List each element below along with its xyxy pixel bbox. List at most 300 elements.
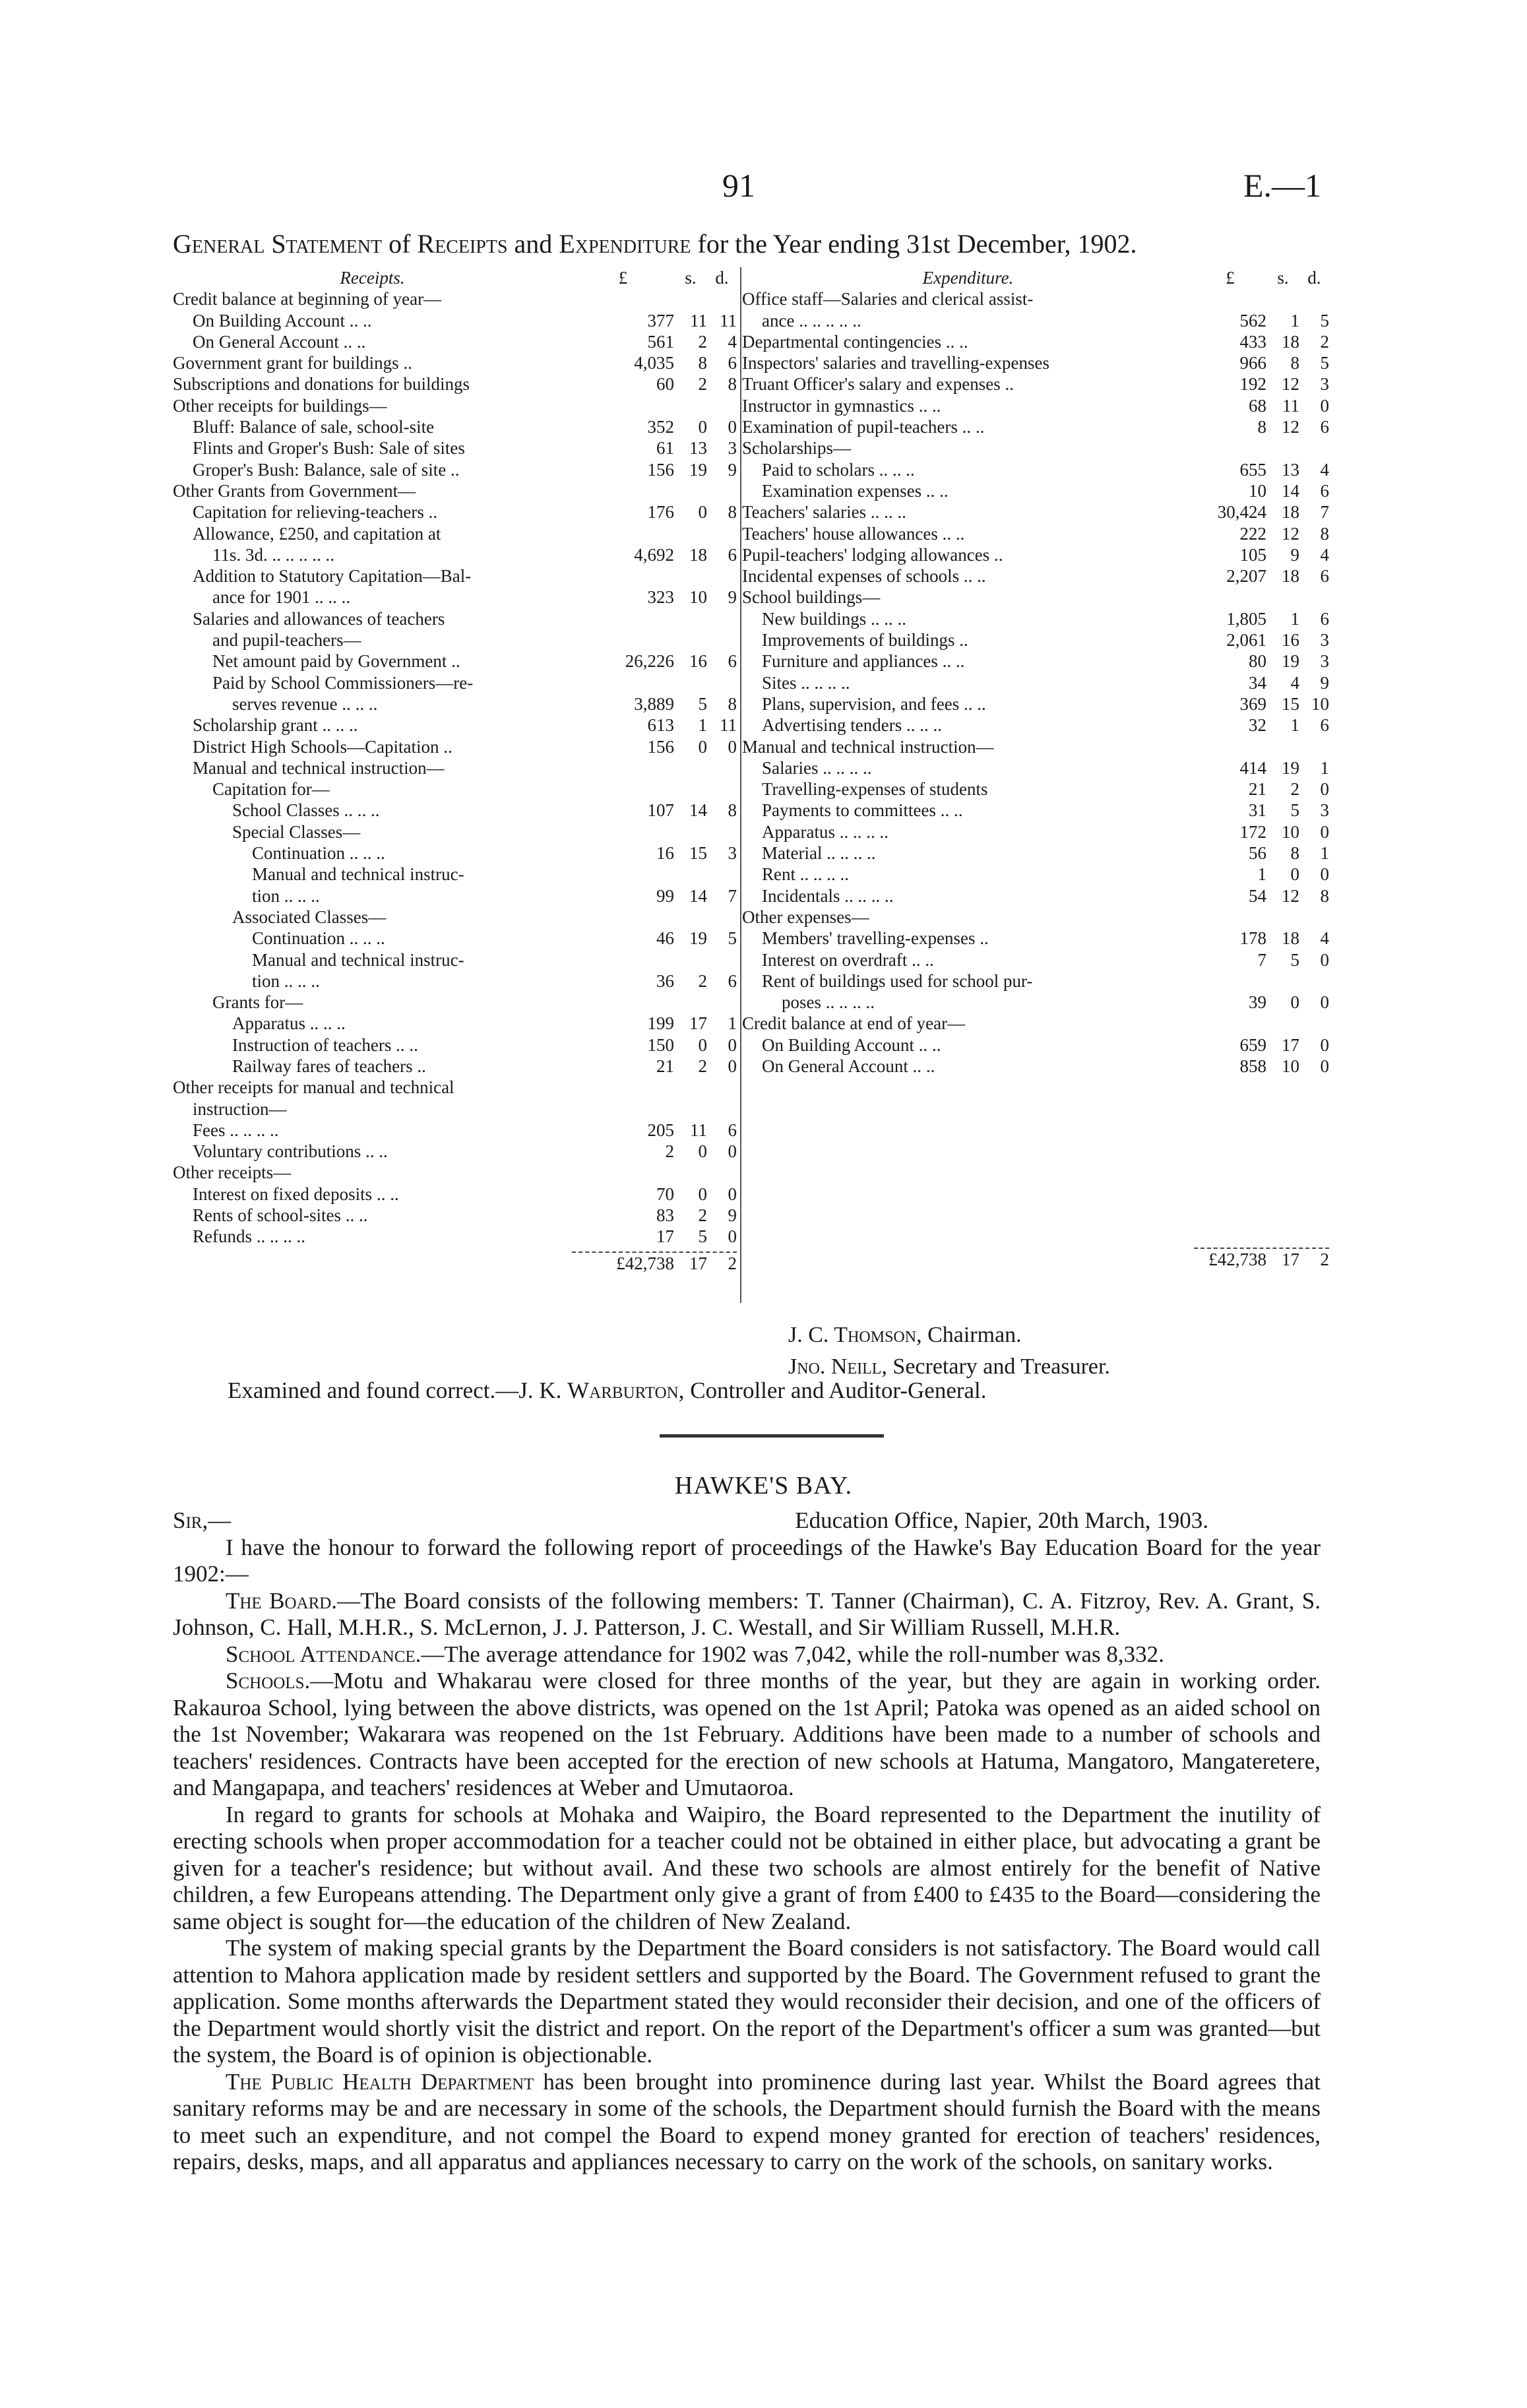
receipts-row-label: Voluntary contributions .. ..	[193, 1141, 388, 1162]
expenditure-row	[742, 288, 1329, 309]
expenditure-shillings-cell: 8	[1290, 353, 1299, 373]
expenditure-pounds-cell: 659	[1239, 1034, 1266, 1055]
receipts-shillings-cell	[674, 1162, 707, 1183]
receipts-pounds-cell	[572, 608, 674, 629]
expenditure-pence-cell	[1299, 906, 1329, 928]
expenditure-row	[742, 586, 1329, 608]
expenditure-row-label: Pupil-teachers' lodging allowances ..	[742, 544, 1003, 565]
receipts-pence-cell	[707, 395, 737, 416]
receipts-pounds-cell: 613	[647, 715, 674, 736]
expenditure-row-label: Travelling-expenses of students	[762, 779, 988, 800]
expenditure-pence-cell	[1299, 970, 1329, 992]
receipts-total	[572, 1252, 737, 1273]
receipts-row	[173, 501, 737, 523]
expenditure-row	[742, 885, 1329, 906]
receipts-row-label: Capitation for—	[212, 779, 330, 800]
receipts-row	[173, 416, 737, 437]
expenditure-pounds-cell: 172	[1239, 821, 1266, 842]
expenditure-row-label: Rent of buildings used for school pur-	[762, 970, 1033, 991]
receipts-row	[173, 310, 737, 331]
receipts-row-label: Capitation for relieving-teachers ..	[193, 502, 438, 523]
paragraph	[173, 1668, 1321, 1802]
expenditure-row	[742, 629, 1329, 650]
receipts-pounds-cell	[572, 949, 674, 970]
receipts-shillings-cell: 19	[689, 928, 707, 949]
expenditure-row	[742, 693, 1329, 714]
receipts-row-label: Refunds .. .. .. ..	[193, 1226, 305, 1247]
receipts-row	[173, 1162, 737, 1183]
receipts-row-label: Allowance, £250, and capitation at	[193, 523, 441, 544]
receipts-pence-cell: 11	[720, 310, 737, 331]
expenditure-pounds-cell: 34	[1249, 672, 1266, 693]
expenditure-shillings-cell: 18	[1282, 566, 1299, 586]
receipts-row-label: Continuation .. .. ..	[252, 928, 385, 949]
receipts-row	[173, 331, 737, 352]
receipts-header-label: Receipts.	[340, 268, 405, 288]
receipts-row-label: and pupil-teachers—	[212, 630, 361, 650]
paragraph	[173, 2069, 1321, 2176]
chairman-title: , Chairman.	[916, 1323, 1022, 1347]
expenditure-shillings-cell: 12	[1282, 417, 1299, 437]
chairman-name: J. C. Thomson	[788, 1323, 917, 1347]
title-part: Receipts	[417, 229, 508, 259]
receipts-pence-cell	[707, 821, 737, 842]
receipts-row	[173, 1056, 737, 1077]
expenditure-shillings-cell: 18	[1282, 331, 1299, 352]
receipts-row	[173, 629, 737, 650]
receipts-row-label: serves revenue .. .. ..	[232, 693, 378, 714]
receipts-shillings-cell: 19	[689, 459, 707, 480]
receipts-pounds-cell	[572, 672, 674, 693]
expenditure-row	[742, 523, 1329, 544]
receipts-shillings-cell: 8	[698, 353, 707, 373]
expenditure-row	[742, 736, 1329, 757]
expenditure-pence-cell: 0	[1320, 864, 1329, 885]
paragraph: I have the honour to forward the following report of proceedings of the Hawke's Bay Education Board for the year 1902:—	[173, 1534, 1321, 1587]
auditor-title: , Controller and Auditor-General.	[678, 1378, 987, 1403]
receipts-shillings-cell: 2	[698, 970, 707, 991]
receipts-row-label: Other receipts—	[173, 1162, 292, 1183]
receipts-row	[173, 459, 737, 480]
receipts-total-pounds: £42,738	[616, 1253, 674, 1273]
receipts-row-label: Railway fares of teachers ..	[232, 1056, 426, 1076]
expenditure-row-label: Interest on overdraft .. ..	[762, 949, 934, 970]
expenditure-pence-cell: 6	[1320, 480, 1329, 501]
expenditure-pence-cell	[1299, 437, 1329, 459]
receipts-row-label: School Classes .. .. ..	[232, 800, 380, 821]
expenditure-row	[742, 928, 1329, 949]
receipts-pence-cell	[707, 1098, 737, 1120]
expenditure-row	[742, 459, 1329, 480]
receipts-pounds-cell: 323	[647, 587, 674, 608]
pounds-header: £	[618, 268, 628, 288]
expenditure-row	[742, 501, 1329, 523]
signatures	[788, 1319, 1110, 1383]
receipts-shillings-cell: 0	[698, 1141, 707, 1162]
receipts-pence-cell	[707, 523, 737, 544]
receipts-row-label: Grants for—	[212, 992, 303, 1013]
expenditure-row	[742, 821, 1329, 842]
expenditure-pence-cell: 3	[1320, 374, 1329, 395]
receipts-shillings-cell: 14	[689, 800, 707, 821]
receipts-pounds-cell	[572, 1098, 674, 1120]
expenditure-shillings-cell: 10	[1282, 1056, 1299, 1076]
receipts-pence-cell	[707, 480, 737, 501]
expenditure-shillings-cell: 8	[1290, 843, 1299, 864]
expenditure-pounds-cell: 178	[1239, 928, 1266, 949]
expenditure-shillings-cell	[1266, 1013, 1299, 1034]
receipts-pence-cell: 0	[728, 1226, 737, 1247]
receipts-shillings-cell: 16	[689, 651, 707, 672]
receipts-pence-cell: 3	[728, 438, 737, 459]
receipts-pounds-cell: 26,226	[625, 651, 674, 672]
expenditure-shillings-cell: 12	[1282, 885, 1299, 906]
receipts-row	[173, 523, 737, 544]
expenditure-pounds-cell: 68	[1249, 395, 1266, 416]
paragraph-text: —The Board consists of the following members: T. Tanner (Chairman), C. A. Fitzroy, Rev. A. Grant, S. Johnson, C. Hall, M.H.R., S. McLernon, J. J. Patterson, J. C. Westall, and Sir William Russell, M.H.R.	[173, 1587, 1321, 1640]
receipts-shillings-cell	[674, 757, 707, 778]
expenditure-pounds-cell	[1194, 586, 1266, 608]
receipts-pounds-cell: 377	[647, 310, 674, 331]
receipts-pounds-cell: 352	[647, 417, 674, 437]
receipts-column	[173, 267, 737, 1273]
paragraph-text: —Motu and Whakarau were closed for three months of the year, but they are again in working order. Rakauroa School, lying between the above districts, was opened on the 1st April; Patoka was opened as an aided school on the 1st November; Wakarara was reopened on the 1st February. Additions have been made to a number of schools and teachers' residences. Contracts have been accepted for the erection of new schools at Hatuma, Mangatoro, Mangateretere, and Mangapapa, and teachers' residences at Weber and Umutaoroa.	[173, 1668, 1321, 1800]
receipts-header	[173, 267, 737, 288]
receipts-row	[173, 693, 737, 714]
expenditure-row-label: Manual and technical instruction—	[742, 736, 994, 757]
receipts-pence-cell: 6	[728, 353, 737, 373]
expenditure-pounds-cell: 8	[1257, 417, 1266, 437]
receipts-row	[173, 608, 737, 629]
receipts-pounds-cell	[572, 992, 674, 1013]
title-part: of	[382, 229, 418, 259]
expenditure-pounds-cell: 192	[1239, 374, 1266, 395]
receipts-shillings-cell	[674, 288, 707, 309]
receipts-pence-cell: 9	[728, 1205, 737, 1226]
receipts-pence-cell	[707, 629, 737, 650]
receipts-row-label: Other Grants from Government—	[173, 480, 416, 501]
expenditure-shillings-cell: 0	[1290, 992, 1299, 1013]
expenditure-row-label: New buildings .. .. ..	[762, 608, 906, 629]
receipts-pence-cell: 6	[728, 970, 737, 991]
pence-header: d.	[1307, 268, 1321, 288]
receipts-pounds-cell: 17	[656, 1226, 674, 1247]
receipts-shillings-cell	[674, 523, 707, 544]
expenditure-pounds-cell	[1194, 736, 1266, 757]
expenditure-shillings-cell: 1	[1290, 310, 1299, 331]
receipts-row	[173, 970, 737, 992]
expenditure-row	[742, 373, 1329, 395]
expenditure-row	[742, 331, 1329, 352]
receipts-row-label: Scholarship grant .. .. ..	[193, 715, 358, 736]
receipts-row	[173, 1013, 737, 1034]
expenditure-shillings-cell	[1266, 586, 1299, 608]
expenditure-shillings-cell: 4	[1290, 672, 1299, 693]
receipts-row	[173, 949, 737, 970]
receipts-pounds-cell	[572, 778, 674, 800]
expenditure-shillings-cell: 2	[1290, 779, 1299, 800]
expenditure-pence-cell: 2	[1320, 331, 1329, 352]
receipts-row	[173, 373, 737, 395]
expenditure-pence-cell: 4	[1320, 544, 1329, 565]
expenditure-pounds-cell: 21	[1249, 779, 1266, 800]
expenditure-pounds-cell: 10	[1249, 480, 1266, 501]
spacer	[742, 1077, 1329, 1247]
section-rule	[660, 1434, 884, 1438]
receipts-row	[173, 586, 737, 608]
receipts-pence-cell: 8	[728, 502, 737, 523]
receipts-pounds-cell	[572, 1077, 674, 1098]
receipts-row-label: 11s. 3d. .. .. .. .. ..	[212, 544, 335, 565]
receipts-pence-cell: 0	[728, 417, 737, 437]
receipts-pounds-cell	[572, 906, 674, 928]
paragraph-text: —The average attendance for 1902 was 7,042, while the roll-number was 8,332.	[421, 1641, 1164, 1667]
chairman-signature	[788, 1319, 1110, 1351]
receipts-row-label: instruction—	[193, 1098, 287, 1119]
receipts-shillings-cell: 0	[698, 736, 707, 757]
expenditure-pence-cell: 0	[1320, 949, 1329, 970]
expenditure-pounds-cell: 858	[1239, 1056, 1266, 1076]
expenditure-row	[742, 992, 1329, 1013]
receipts-pence-cell: 0	[728, 1034, 737, 1055]
receipts-pence-cell: 0	[728, 1056, 737, 1076]
expenditure-row-label: Improvements of buildings ..	[762, 630, 968, 650]
receipts-row-label: tion .. .. ..	[252, 885, 320, 906]
receipts-pence-cell: 8	[728, 693, 737, 714]
expenditure-row-label: On Building Account .. ..	[762, 1034, 941, 1055]
secretary-title: , Secretary and Treasurer.	[881, 1354, 1110, 1379]
expenditure-pence-cell: 3	[1320, 630, 1329, 650]
receipts-shillings-cell	[674, 949, 707, 970]
auditor-note	[228, 1378, 987, 1404]
receipts-row	[173, 992, 737, 1013]
receipts-shillings-cell	[674, 864, 707, 885]
receipts-pounds-cell: 99	[656, 885, 674, 906]
expenditure-row-label: Members' travelling-expenses ..	[762, 928, 989, 949]
receipts-row-label: Manual and technical instruc-	[252, 949, 464, 970]
expenditure-pounds-cell: 30,424	[1217, 502, 1266, 523]
expenditure-pounds-cell: 54	[1249, 885, 1266, 906]
expenditure-shillings-cell	[1266, 736, 1299, 757]
receipts-pence-cell: 3	[728, 843, 737, 864]
title-part: for the Year ending 31st December, 1902.	[691, 229, 1137, 259]
receipts-pounds-cell: 61	[656, 438, 674, 459]
paragraph-heading: The Board.	[226, 1587, 338, 1614]
expenditure-row-label: Inspectors' salaries and travelling-expenses	[742, 353, 1049, 373]
receipts-total-pence: 2	[728, 1253, 737, 1273]
salutation-line	[173, 1507, 1321, 1535]
expenditure-row-label: Credit balance at end of year—	[742, 1013, 966, 1034]
title-part: General Statement	[173, 229, 383, 259]
receipts-pounds-cell: 4,692	[634, 544, 674, 565]
receipts-shillings-cell: 2	[698, 1205, 707, 1226]
expenditure-row	[742, 1034, 1329, 1056]
shillings-header: s.	[685, 268, 697, 288]
pounds-header: £	[1226, 268, 1235, 288]
expenditure-row	[742, 650, 1329, 672]
expenditure-shillings-cell: 1	[1290, 608, 1299, 629]
expenditure-pence-cell	[1299, 1013, 1329, 1034]
expenditure-column	[742, 267, 1329, 1269]
page-reference: E.—1	[1243, 167, 1322, 204]
expenditure-pence-cell: 0	[1320, 395, 1329, 416]
expenditure-shillings-cell: 5	[1290, 949, 1299, 970]
receipts-pounds-cell	[572, 523, 674, 544]
receipts-row	[173, 1077, 737, 1098]
receipts-pounds-cell: 21	[656, 1056, 674, 1076]
expenditure-total-shillings: 17	[1282, 1249, 1299, 1269]
receipts-pounds-cell	[572, 864, 674, 885]
receipts-row	[173, 395, 737, 416]
expenditure-row	[742, 352, 1329, 373]
expenditure-shillings-cell: 19	[1282, 651, 1299, 672]
expenditure-pence-cell: 6	[1320, 608, 1329, 629]
expenditure-row-label: School buildings—	[742, 587, 881, 608]
expenditure-row	[742, 1056, 1329, 1077]
receipts-shillings-cell: 0	[698, 502, 707, 523]
receipts-pence-cell	[707, 757, 737, 778]
expenditure-row-label: Departmental contingencies .. ..	[742, 331, 968, 352]
receipts-shillings-cell	[674, 992, 707, 1013]
receipts-pounds-cell: 2	[665, 1141, 674, 1162]
expenditure-row-label: Instructor in gymnastics .. ..	[742, 395, 941, 416]
expenditure-pounds-cell: 562	[1239, 310, 1266, 331]
receipts-shillings-cell: 15	[689, 843, 707, 864]
receipts-row	[173, 842, 737, 864]
receipts-row	[173, 736, 737, 757]
expenditure-pounds-cell	[1194, 288, 1266, 309]
receipts-row-label: Bluff: Balance of sale, school-site	[193, 417, 435, 437]
secretary-name: Jno. Neill	[788, 1354, 882, 1379]
receipts-shillings-cell: 17	[689, 1013, 707, 1034]
receipts-pounds-cell	[572, 395, 674, 416]
expenditure-row-label: Material .. .. .. ..	[762, 843, 876, 864]
receipts-pounds-cell	[572, 480, 674, 501]
receipts-pounds-cell: 60	[656, 374, 674, 395]
receipts-pounds-cell: 176	[647, 502, 674, 523]
expenditure-pounds-cell: 966	[1239, 353, 1266, 373]
expenditure-total-pence: 2	[1320, 1249, 1329, 1269]
receipts-row-label: Interest on fixed deposits .. ..	[193, 1184, 399, 1204]
expenditure-pounds-cell: 39	[1249, 992, 1266, 1013]
receipts-shillings-cell	[674, 906, 707, 928]
expenditure-pence-cell	[1299, 586, 1329, 608]
receipts-row	[173, 1226, 737, 1247]
expenditure-row	[742, 416, 1329, 437]
receipts-row	[173, 1098, 737, 1120]
receipts-row-label: tion .. .. ..	[252, 970, 320, 991]
expenditure-pounds-cell: 56	[1249, 843, 1266, 864]
expenditure-row-label: Teachers' salaries .. .. ..	[742, 502, 906, 523]
expenditure-pence-cell: 8	[1320, 885, 1329, 906]
receipts-total-shillings: 17	[689, 1253, 707, 1273]
receipts-pounds-cell	[572, 757, 674, 778]
expenditure-pence-cell: 7	[1320, 502, 1329, 523]
receipts-pence-cell	[707, 672, 737, 693]
receipts-row	[173, 906, 737, 928]
expenditure-pence-cell: 3	[1320, 800, 1329, 821]
expenditure-row	[742, 906, 1329, 928]
receipts-row	[173, 672, 737, 693]
receipts-pence-cell: 0	[728, 1141, 737, 1162]
expenditure-shillings-cell: 17	[1282, 1034, 1299, 1055]
total-spacer	[173, 1252, 572, 1273]
expenditure-pence-cell: 1	[1320, 843, 1329, 864]
expenditure-shillings-cell	[1266, 437, 1299, 459]
expenditure-pounds-cell	[1194, 437, 1266, 459]
page-number: 91	[722, 167, 755, 204]
paragraph-heading: The Public Health Department	[226, 2068, 534, 2095]
expenditure-shillings-cell: 16	[1282, 630, 1299, 650]
expenditure-row	[742, 608, 1329, 629]
receipts-shillings-cell	[674, 1098, 707, 1120]
expenditure-row-label: Incidentals .. .. .. ..	[762, 885, 894, 906]
receipts-pence-cell	[707, 608, 737, 629]
expenditure-row	[742, 970, 1329, 992]
paragraph	[173, 1641, 1321, 1668]
expenditure-pence-cell: 8	[1320, 523, 1329, 544]
expenditure-pence-cell: 6	[1320, 417, 1329, 437]
expenditure-shillings-cell: 11	[1282, 395, 1299, 416]
expenditure-header	[742, 267, 1329, 288]
receipts-row	[173, 480, 737, 501]
expenditure-shillings-cell: 0	[1290, 864, 1299, 885]
expenditure-shillings-cell: 12	[1282, 523, 1299, 544]
receipts-shillings-cell: 2	[698, 331, 707, 352]
receipts-pence-cell: 8	[728, 374, 737, 395]
receipts-shillings-cell: 11	[690, 310, 707, 331]
receipts-pence-cell: 9	[728, 459, 737, 480]
expenditure-pence-cell: 6	[1320, 715, 1329, 736]
receipts-shillings-cell: 0	[698, 417, 707, 437]
receipts-shillings-cell	[674, 778, 707, 800]
expenditure-shillings-cell: 9	[1290, 544, 1299, 565]
receipts-row	[173, 1120, 737, 1141]
receipts-pence-cell	[707, 906, 737, 928]
receipts-row-label: Groper's Bush: Balance, sale of site ..	[193, 459, 460, 480]
receipts-row-label: Salaries and allowances of teachers	[193, 608, 445, 629]
receipts-pounds-cell: 205	[647, 1120, 674, 1140]
receipts-shillings-cell: 14	[689, 885, 707, 906]
receipts-row-label: Fees .. .. .. ..	[193, 1120, 279, 1140]
section-heading: HAWKE'S BAY.	[674, 1472, 853, 1500]
expenditure-row-label: Office staff—Salaries and clerical assist-	[742, 289, 1034, 309]
receipts-shillings-cell	[674, 480, 707, 501]
expenditure-shillings-cell: 19	[1282, 757, 1299, 778]
receipts-pence-cell: 4	[728, 331, 737, 352]
receipts-total-row	[173, 1252, 737, 1273]
receipts-pence-cell: 7	[728, 885, 737, 906]
receipts-pounds-cell: 46	[656, 928, 674, 949]
receipts-row-label: On Building Account .. ..	[193, 310, 372, 331]
receipts-pounds-cell: 70	[656, 1184, 674, 1204]
column-divider	[740, 267, 741, 1303]
receipts-row	[173, 650, 737, 672]
receipts-row	[173, 1034, 737, 1056]
receipts-pence-cell: 6	[728, 1120, 737, 1140]
expenditure-shillings-cell: 1	[1290, 715, 1299, 736]
expenditure-total-pounds: £42,738	[1208, 1249, 1266, 1269]
shillings-header: s.	[1277, 268, 1289, 288]
expenditure-row-label: Sites .. .. .. ..	[762, 672, 850, 693]
expenditure-pence-cell: 0	[1320, 1056, 1329, 1076]
expenditure-shillings-cell	[1266, 970, 1299, 992]
receipts-pence-cell	[707, 949, 737, 970]
receipts-shillings-cell: 0	[698, 1184, 707, 1204]
receipts-row-label: Other receipts for manual and technical	[173, 1077, 454, 1098]
expenditure-row-label: Scholarships—	[742, 438, 851, 459]
receipts-row	[173, 565, 737, 586]
